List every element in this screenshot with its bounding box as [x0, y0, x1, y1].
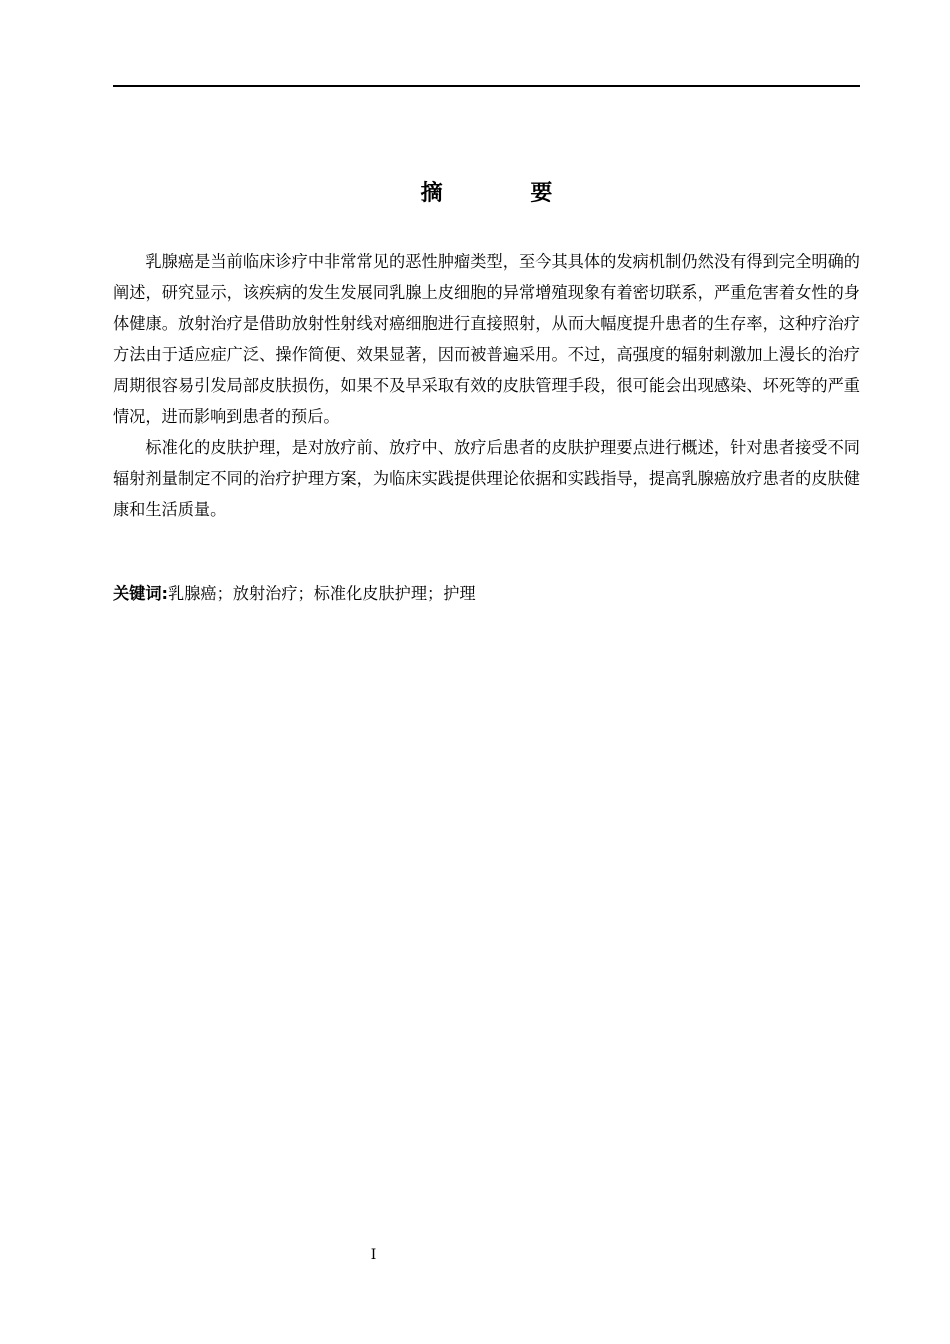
abstract-paragraph-1: 乳腺癌是当前临床诊疗中非常常见的恶性肿瘤类型，至今其具体的发病机制仍然没有得到完全明确的阐述，研究显示，该疾病的发生发展同乳腺上皮细胞的异常增殖现象有着密切联系，严重危害着女性的身体健康。放射治疗是借助放射性射线对癌细胞进行直接照射，从而大幅度提升患者的生存率，这种疗治疗方法由于适应症广泛、操作简便、效果显著，因而被普遍采用。不过，高强度的辐射刺激加上漫长的治疗周期很容易引发局部皮肤损伤，如果不及早采取有效的皮肤管理手段，很可能会出现感染、坏死等的严重情况，进而影响到患者的预后。 [113, 252, 860, 426]
abstract-title: 摘 要 [420, 181, 593, 206]
keywords-value: 乳腺癌；放射治疗；标准化皮肤护理；护理 [168, 584, 476, 603]
keywords-label: 关键词: [113, 584, 169, 603]
header-rule [113, 85, 860, 87]
page-number: I [370, 1247, 377, 1263]
abstract-paragraph-2: 标准化的皮肤护理，是对放疗前、放疗中、放疗后患者的皮肤护理要点进行概述，针对患者接受不同辐射剂量制定不同的治疗护理方案，为临床实践提供理论依据和实践指导，提高乳腺癌放疗患者的皮肤健康和生活质量。 [113, 438, 860, 519]
abstract-body [113, 246, 860, 525]
keywords-line [113, 579, 860, 609]
